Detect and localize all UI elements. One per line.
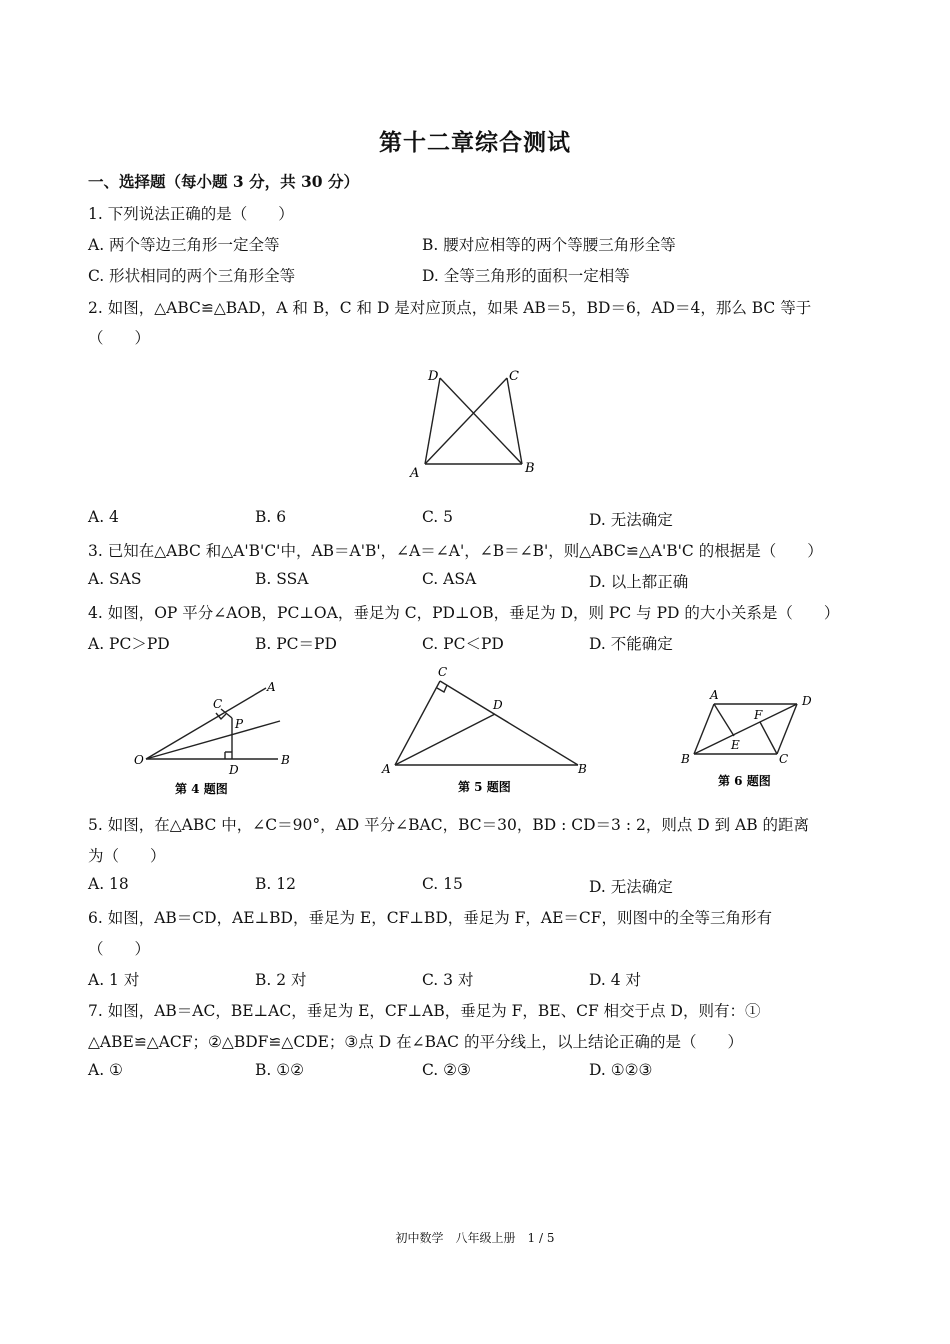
q2-option-b: B. 6 <box>255 508 287 526</box>
question-7-stem-cont: △ABE≌△ACF；②△BDF≌△CDE；③点 D 在∠BAC 的平分线上，以上结论正确的是（ ） <box>88 1033 743 1051</box>
figure-q6 <box>672 683 832 791</box>
fig6-label-f: F <box>754 708 763 722</box>
q7-option-c: C. ②③ <box>422 1061 471 1079</box>
fig2-label-c: C <box>509 369 519 384</box>
q6-option-c: C. 3 对 <box>422 971 474 989</box>
q2-option-a: A. 4 <box>88 508 119 526</box>
fig4-bisector-op <box>146 721 280 759</box>
fig6-line-cf <box>760 722 777 754</box>
fig4-label-d: D <box>229 763 239 777</box>
fig6-caption: 第 6 题图 <box>718 774 771 788</box>
question-1-stem: 1. 下列说法正确的是（ ） <box>88 205 294 223</box>
q7-option-b: B. ①② <box>255 1061 305 1079</box>
q5-option-a: A. 18 <box>88 875 129 893</box>
q6-option-b: B. 2 对 <box>255 971 307 989</box>
fig6-label-e: E <box>731 738 740 752</box>
fig6-label-b: B <box>681 752 690 766</box>
question-5-stem: 5. 如图，在△ABC 中，∠C＝90°，AD 平分∠BAC，BC＝30，BD : CD＝3 : 2，则点 D 到 AB 的距离 <box>88 816 810 834</box>
question-3-stem: 3. 已知在△ABC 和△A'B'C'中，AB＝A'B'，∠A＝∠A'，∠B＝∠B'，则△ABC≌△A'B'C 的根据是（ ） <box>88 542 823 560</box>
figure-q2 <box>400 362 550 484</box>
fig2-label-b: B <box>525 461 535 476</box>
q5-option-d: D. 无法确定 <box>589 878 673 896</box>
q7-option-a: A. ① <box>88 1061 123 1079</box>
fig4-label-p: P <box>235 717 244 731</box>
fig6-label-a: A <box>710 688 719 702</box>
fig5-label-d: D <box>493 698 503 712</box>
question-6-stem-cont: （ ） <box>88 940 151 958</box>
q2-option-c: C. 5 <box>422 508 454 526</box>
q2-option-d: D. 无法确定 <box>589 511 673 529</box>
question-6-stem: 6. 如图，AB＝CD，AE⊥BD，垂足为 E，CF⊥BD，垂足为 F，AE＝CF，则图中的全等三角形有 <box>88 909 773 927</box>
q5-option-b: B. 12 <box>255 875 296 893</box>
fig6-diagonal-bd <box>694 704 797 754</box>
figure-q4 <box>128 676 298 798</box>
fig4-label-b: B <box>281 753 290 767</box>
q1-option-a: A. 两个等边三角形一定全等 <box>88 236 280 254</box>
question-5-stem-cont: 为（ ） <box>88 847 166 865</box>
q7-option-d: D. ①②③ <box>589 1061 653 1079</box>
question-2-stem-cont: （ ） <box>88 329 151 347</box>
fig5-label-c: C <box>438 665 448 679</box>
q3-option-c: C. ASA <box>422 570 477 588</box>
q1-option-d: D. 全等三角形的面积一定相等 <box>422 267 630 285</box>
q1-option-c: C. 形状相同的两个三角形全等 <box>88 267 296 285</box>
question-7-stem: 7. 如图，AB＝AC，BE⊥AC，垂足为 E，CF⊥AB，垂足为 F，BE、CF 相交于点 D，则有：① <box>88 1002 761 1020</box>
q4-option-b: B. PC＝PD <box>255 635 337 653</box>
fig4-label-o: O <box>134 753 144 767</box>
fig5-line-cb <box>440 681 578 765</box>
fig5-label-b: B <box>578 762 587 776</box>
fig4-ray-oa <box>146 688 266 759</box>
question-2-stem: 2. 如图，△ABC≌△BAD，A 和 B，C 和 D 是对应顶点，如果 AB＝5，BD＝6，AD＝4，那么 BC 等于 <box>88 299 812 317</box>
q4-option-c: C. PC＜PD <box>422 635 504 653</box>
q3-option-b: B. SSA <box>255 570 309 588</box>
fig2-label-d: D <box>428 369 439 384</box>
fig5-line-ad <box>395 714 495 765</box>
fig5-right-angle-c <box>437 685 447 692</box>
question-4-stem: 4. 如图，OP 平分∠AOB，PC⊥OA，垂足为 C，PD⊥OB，垂足为 D，则 PC 与 PD 的大小关系是（ ） <box>88 604 840 622</box>
figure-q5 <box>378 661 593 795</box>
q6-option-a: A. 1 对 <box>88 971 140 989</box>
q1-option-b: B. 腰对应相等的两个等腰三角形全等 <box>422 236 676 254</box>
fig6-line-ae <box>714 704 734 736</box>
fig5-label-a: A <box>382 762 391 776</box>
fig4-label-c: C <box>213 697 223 711</box>
page-title: 第十二章综合测试 <box>379 129 571 156</box>
fig5-line-ca <box>395 681 440 765</box>
section-heading: 一、选择题（每小题 3 分，共 30 分） <box>88 172 359 191</box>
fig2-label-a: A <box>410 466 420 481</box>
q4-option-d: D. 不能确定 <box>589 635 673 653</box>
fig5-caption: 第 5 题图 <box>458 780 511 794</box>
q3-option-d: D. 以上都正确 <box>589 573 689 591</box>
fig4-caption: 第 4 题图 <box>175 782 228 796</box>
page-footer: 初中数学 八年级上册 1 / 5 <box>395 1231 555 1245</box>
q4-option-a: A. PC＞PD <box>88 635 170 653</box>
fig4-label-a: A <box>267 680 276 694</box>
q3-option-a: A. SAS <box>88 570 142 588</box>
fig6-label-c: C <box>779 752 789 766</box>
fig6-label-d: D <box>802 694 812 708</box>
q5-option-c: C. 15 <box>422 875 463 893</box>
q6-option-d: D. 4 对 <box>589 971 642 989</box>
